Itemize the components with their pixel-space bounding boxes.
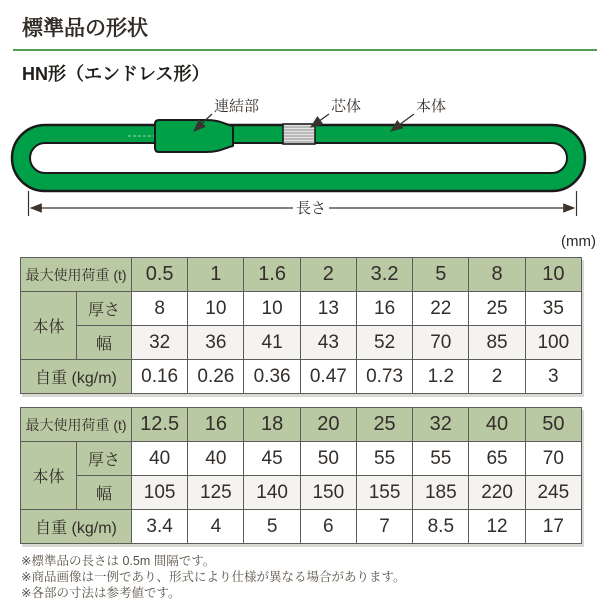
weight-value-cell: 5 [244,510,300,544]
thickness-value-cell: 70 [525,442,581,476]
title-underline [13,49,597,51]
width-value-cell: 52 [356,326,412,360]
body-label-cell: 本体 [21,442,77,510]
thickness-value-cell: 45 [244,442,300,476]
weight-label-cell: 自重 (kg/m) [21,360,132,394]
thickness-label-cell: 厚さ [77,442,132,476]
load-value-cell: 5 [413,258,469,292]
body-label: 本体 [416,98,447,115]
load-value-cell: 10 [525,258,581,292]
weight-value-cell: 7 [356,510,412,544]
weight-value-cell: 0.47 [300,360,356,394]
thickness-value-cell: 25 [469,292,525,326]
width-label-cell: 幅 [77,476,132,510]
load-value-cell: 1 [188,258,244,292]
thickness-value-cell: 50 [300,442,356,476]
weight-value-cell: 17 [525,510,581,544]
body-label-cell: 本体 [21,292,77,360]
core-label: 芯体 [331,98,362,115]
load-value-cell: 8 [469,258,525,292]
load-value-cell: 12.5 [132,408,188,442]
width-value-cell: 70 [413,326,469,360]
thickness-value-cell: 40 [188,442,244,476]
thickness-value-cell: 40 [132,442,188,476]
load-value-cell: 1.6 [244,258,300,292]
width-label-cell: 幅 [77,326,132,360]
unit-label: (mm) [561,233,596,250]
length-label: 長さ [295,200,327,217]
note-item: ※商品画像は一例であり、形式により仕様が異なる場合があります。 [21,570,406,584]
weight-value-cell: 4 [188,510,244,544]
thickness-value-cell: 65 [469,442,525,476]
weight-value-cell: 12 [469,510,525,544]
connector-sleeve [155,120,233,152]
width-value-cell: 245 [525,476,581,510]
weight-value-cell: 1.2 [413,360,469,394]
weight-value-cell: 0.16 [132,360,188,394]
section-subtitle: HN形（エンドレス形） [22,64,210,84]
width-value-cell: 220 [469,476,525,510]
load-value-cell: 18 [244,408,300,442]
thickness-value-cell: 16 [356,292,412,326]
weight-value-cell: 3 [525,360,581,394]
load-value-cell: 40 [469,408,525,442]
thickness-value-cell: 10 [188,292,244,326]
width-value-cell: 185 [413,476,469,510]
thickness-value-cell: 35 [525,292,581,326]
thickness-label-cell: 厚さ [77,292,132,326]
thickness-value-cell: 22 [413,292,469,326]
width-value-cell: 150 [300,476,356,510]
spec-table-light [20,257,582,394]
sling-inner-hole [30,143,567,173]
weight-value-cell: 3.4 [132,510,188,544]
load-value-cell: 32 [413,408,469,442]
load-value-cell: 3.2 [356,258,412,292]
width-value-cell: 100 [525,326,581,360]
width-value-cell: 85 [469,326,525,360]
width-value-cell: 41 [244,326,300,360]
sling-diagram [0,90,600,230]
thickness-value-cell: 10 [244,292,300,326]
width-value-cell: 105 [132,476,188,510]
load-value-cell: 25 [356,408,412,442]
weight-value-cell: 6 [300,510,356,544]
note-item: ※標準品の長さは 0.5m 間隔です。 [21,554,216,568]
weight-value-cell: 0.26 [188,360,244,394]
thickness-value-cell: 55 [356,442,412,476]
load-header-cell: 最大使用荷重 (t) [21,258,132,292]
thickness-value-cell: 55 [413,442,469,476]
width-value-cell: 140 [244,476,300,510]
note-item: ※各部の寸法は参考値です。 [21,586,181,600]
load-value-cell: 16 [188,408,244,442]
load-header-cell: 最大使用荷重 (t) [21,408,132,442]
width-value-cell: 36 [188,326,244,360]
thickness-value-cell: 13 [300,292,356,326]
width-value-cell: 125 [188,476,244,510]
load-value-cell: 20 [300,408,356,442]
weight-value-cell: 8.5 [413,510,469,544]
weight-value-cell: 0.36 [244,360,300,394]
load-value-cell: 0.5 [132,258,188,292]
weight-value-cell: 2 [469,360,525,394]
load-value-cell: 50 [525,408,581,442]
page-title: 標準品の形状 [22,17,148,40]
load-value-cell: 2 [300,258,356,292]
spec-table-heavy [20,407,582,544]
weight-value-cell: 0.73 [356,360,412,394]
weight-label-cell: 自重 (kg/m) [21,510,132,544]
footnotes [21,553,405,600]
width-value-cell: 32 [132,326,188,360]
thickness-value-cell: 8 [132,292,188,326]
width-value-cell: 155 [356,476,412,510]
connector-label: 連結部 [214,98,260,115]
width-value-cell: 43 [300,326,356,360]
